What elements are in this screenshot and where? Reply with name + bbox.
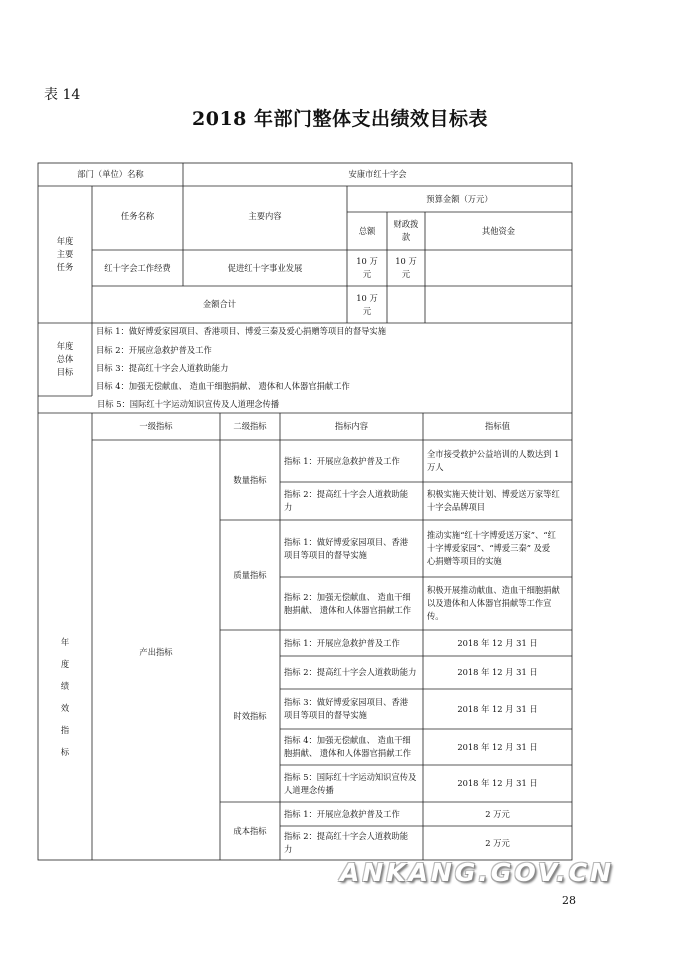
table-number: 表 14 — [44, 87, 81, 103]
page-title: 2018 年部门整体支出绩效目标表 — [192, 108, 488, 130]
col-task-name: 任务名称 — [120, 211, 155, 221]
col-total: 总额 — [358, 225, 376, 236]
indicator-value: 2018 年 12 月 31 日 — [457, 741, 538, 752]
sum-total: 10 万 元 — [356, 292, 378, 316]
indicator-value: 2 万元 — [485, 837, 510, 848]
task-content: 促进红十字事业发展 — [227, 262, 303, 273]
indicator-content: 指标 1：开展应急救护普及工作 — [284, 637, 400, 648]
dept-value: 安康市红十字会 — [348, 169, 407, 179]
indicator-value: 2018 年 12 月 31 日 — [457, 778, 538, 788]
indicators-side-label: 年 度 绩 效 指 标 — [60, 636, 70, 757]
col-main-content: 主要内容 — [248, 211, 282, 221]
indicator-value: 积极开展推动献血、造血干细胞捐献 以及遗体和人体器官捐献等工作宣 传。 — [427, 585, 560, 621]
col-level2: 二级指标 — [233, 421, 267, 431]
goals-side-label: 年度 总体 目标 — [56, 341, 74, 377]
indicator-content: 指标 1：开展应急救护普及工作 — [284, 455, 400, 466]
sum-label: 金额合计 — [202, 299, 237, 309]
group-timeliness: 时效指标 — [233, 710, 267, 721]
indicator-content: 指标 1：做好博爱家园项目、香港 项目等项目的督导实施 — [284, 536, 409, 560]
goal-item: 目标 1：做好博爱家园项目、香港项目、博爱三秦及爱心捐赠等项目的督导实施 — [96, 326, 387, 336]
goal-item: 目标 5：国际红十字运动知识宣传及人道理念传播 — [97, 399, 280, 409]
group-cost: 成本指标 — [233, 825, 267, 836]
tasks-side-label: 年度 主要 任务 — [56, 236, 74, 272]
goal-item: 目标 2：开展应急救护普及工作 — [96, 345, 212, 355]
col-fiscal: 财政拨 款 — [393, 219, 419, 242]
indicator-value: 积极实施天使计划、博爱送万家等红 十字会品牌项目 — [427, 489, 560, 512]
indicator-value: 2 万元 — [485, 808, 510, 819]
indicator-content: 指标 3：做好博爱家园项目、香港 项目等项目的督导实施 — [284, 697, 409, 720]
col-level1: 一级指标 — [139, 421, 173, 431]
task-fiscal: 10 万 元 — [395, 256, 417, 279]
task-name: 红十字会工作经费 — [104, 262, 171, 273]
indicator-content: 指标 5：国际红十字运动知识宣传及 人道理念传播 — [284, 771, 417, 795]
col-indicator-content: 指标内容 — [334, 421, 369, 431]
indicator-value: 全市接受救护公益培训的人数达到 1 万人 — [427, 449, 560, 472]
page-number: 28 — [562, 894, 576, 907]
task-total: 10 万 元 — [356, 256, 378, 279]
indicator-content: 指标 4：加强无偿献血、 造血干细 胞捐献、 遗体和人体器官捐献工作 — [284, 735, 412, 758]
group-quantity: 数量指标 — [233, 474, 267, 485]
indicator-content: 指标 1：开展应急救护普及工作 — [284, 808, 400, 819]
indicator-value: 2018 年 12 月 31 日 — [457, 667, 538, 677]
col-indicator-value: 指标值 — [485, 421, 510, 431]
watermark: ANKANG.GOV.CN — [340, 858, 615, 887]
indicator-content: 指标 2：加强无偿献血、 造血干细 胞捐献、 遗体和人体器官捐献工作 — [284, 591, 412, 615]
col-budget: 预算金额（万元） — [426, 193, 493, 204]
group-quality: 质量指标 — [233, 569, 267, 580]
indicator-content: 指标 2：提高红十字会人道救助能力 — [284, 667, 417, 677]
level1-output: 产出指标 — [139, 647, 173, 657]
indicator-value: 推动实施“红十字博爱送万家”、“红 十字博爱家园”、“博爱三秦” 及爱 心捐赠等项目的实施 — [427, 530, 556, 566]
col-other-funds: 其他资金 — [481, 225, 516, 236]
indicator-content: 指标 2：提高红十字会人道救助能 力 — [284, 831, 409, 854]
indicator-value: 2018 年 12 月 31 日 — [457, 703, 538, 714]
dept-label: 部门（单位）名称 — [77, 169, 144, 179]
indicator-content: 指标 2：提高红十字会人道救助能 力 — [284, 489, 409, 512]
goal-item: 目标 4：加强无偿献血、 造血干细胞捐献、 遗体和人体器官捐献工作 — [96, 381, 350, 391]
goal-item: 目标 3：提高红十字会人道救助能力 — [96, 363, 229, 373]
indicator-value: 2018 年 12 月 31 日 — [457, 637, 538, 648]
